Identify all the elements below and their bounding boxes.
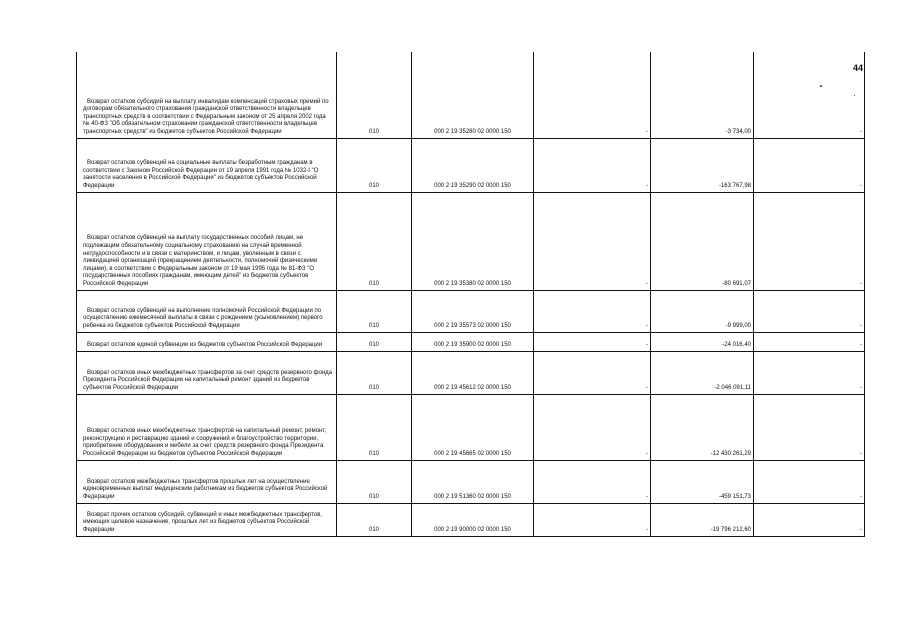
row-executed-amount: -163 767,98 <box>651 138 754 192</box>
row-not-executed: - <box>754 290 865 332</box>
row-executed-amount: -9 999,00 <box>651 290 754 332</box>
row-plan: - <box>534 192 651 290</box>
row-budget-classification-code: 000 2 19 90000 02 0000 150 <box>412 503 534 536</box>
row-budget-classification-code: 000 2 19 45665 02 0000 150 <box>412 394 534 460</box>
row-code: 010 <box>337 290 412 332</box>
row-description: Возврат остатков субвенций на социальные выплаты безработным гражданам в соответствии с Законом Российской Федерации от 19 апреля 1991 года № 1032-I "О занятости населения в Российской Федерации" из бюджетов субъектов Российской Федерации <box>77 138 337 192</box>
row-plan: - <box>534 52 651 138</box>
row-budget-classification-code: 000 2 19 35280 02 0000 150 <box>412 52 534 138</box>
budget-return-table <box>76 52 865 537</box>
row-executed-amount: -2 046 091,11 <box>651 351 754 394</box>
row-executed-amount: -3 734,00 <box>651 52 754 138</box>
row-plan: - <box>534 290 651 332</box>
row-description: Возврат остатков иных межбюджетных трансфертов за счет средств резервного фонда Президента Российской Федерации на капитальный ремонт зданий из бюджетов субъектов Российской Федерации <box>77 351 337 394</box>
row-plan: - <box>534 460 651 503</box>
row-plan: - <box>534 351 651 394</box>
row-plan: - <box>534 394 651 460</box>
row-not-executed: - <box>754 503 865 536</box>
table-row <box>77 351 865 394</box>
row-code: 010 <box>337 332 412 351</box>
table-row <box>77 460 865 503</box>
row-description: Возврат остатков иных межбюджетных трансфертов на капитальный ремонт, ремонт, реконструкцию и реставрацию зданий и сооружений и благоустройство территории, приобретение оборудования и мебели за счет средств резервного фонда Президента Российской Федерации из бюджетов субъектов Российской Федерации <box>77 394 337 460</box>
row-not-executed: - <box>754 138 865 192</box>
row-not-executed: - <box>754 332 865 351</box>
row-not-executed: - <box>754 192 865 290</box>
row-code: 010 <box>337 460 412 503</box>
row-not-executed: - <box>754 351 865 394</box>
row-not-executed: - <box>754 52 865 138</box>
row-budget-classification-code: 000 2 19 51360 02 0000 150 <box>412 460 534 503</box>
row-budget-classification-code: 000 2 19 35380 02 0000 150 <box>412 192 534 290</box>
row-code: 010 <box>337 394 412 460</box>
row-executed-amount: -80 691,07 <box>651 192 754 290</box>
row-plan: - <box>534 332 651 351</box>
row-plan: - <box>534 138 651 192</box>
row-executed-amount: -459 151,73 <box>651 460 754 503</box>
page-number: 44 <box>853 63 864 73</box>
row-description: Возврат остатков субвенций на выполнение полномочий Российской Федерации по осуществлению ежемесячной выплаты в связи с рождением (усыновлением) первого ребенка из бюджетов субъектов Российской Федерации <box>77 290 337 332</box>
table-row <box>77 138 865 192</box>
row-code: 010 <box>337 52 412 138</box>
row-code: 010 <box>337 503 412 536</box>
row-not-executed: - <box>754 394 865 460</box>
row-budget-classification-code: 000 2 19 35573 02 0000 150 <box>412 290 534 332</box>
row-code: 010 <box>337 138 412 192</box>
table-row <box>77 394 865 460</box>
row-plan: - <box>534 503 651 536</box>
row-budget-classification-code: 000 2 19 35290 02 0000 150 <box>412 138 534 192</box>
row-description: Возврат остатков субвенций на выплату государственных пособий лицам, не подлежащим обязательному социальному страхованию на случай временной нетрудоспособности и в связи с материнством, и лицам, уволенным в связи с ликвидацией организаций (прекращением деятельности, полномочий физическими лицами), в соответствии с Федеральным законом от 19 мая 1995 года № 81-ФЗ "О государственных пособиях гражданам, имеющим детей" из бюджетов субъектов Российской Федерации <box>77 192 337 290</box>
table-row <box>77 503 865 536</box>
table-row <box>77 192 865 290</box>
row-description: Возврат остатков единой субвенции из бюджетов субъектов Российской Федерации <box>77 332 337 351</box>
table-row <box>77 52 865 138</box>
row-budget-classification-code: 000 2 19 35900 02 0000 150 <box>412 332 534 351</box>
row-description: Возврат прочих остатков субсидий, субвенций и иных межбюджетных трансфертов, имеющих целевое назначение, прошлых лет из бюджетов субъектов Российской Федерации <box>77 503 337 536</box>
row-not-executed: - <box>754 460 865 503</box>
row-budget-classification-code: 000 2 19 45612 02 0000 150 <box>412 351 534 394</box>
row-executed-amount: -24 016,40 <box>651 332 754 351</box>
table-body <box>77 52 865 536</box>
table-row <box>77 332 865 351</box>
table-row <box>77 290 865 332</box>
row-code: 010 <box>337 192 412 290</box>
row-description: Возврат остатков субсидий на выплату инвалидам компенсаций страховых премий по договорам обязательного страхования гражданской ответственности владельцев транспортных средств в соответствии с Федеральным законом от 25 апреля 2002 года № 40-ФЗ "Об обязательном страховании гражданской ответственности владельцев транспортных средств" из бюджетов субъектов Российской Федерации <box>77 52 337 138</box>
row-description: Возврат остатков межбюджетных трансфертов прошлых лет на осуществление единовременных выплат медицинским работникам из бюджетов субъектов Российской Федерации <box>77 460 337 503</box>
row-executed-amount: -19 796 212,60 <box>651 503 754 536</box>
row-executed-amount: -12 430 261,29 <box>651 394 754 460</box>
row-code: 010 <box>337 351 412 394</box>
